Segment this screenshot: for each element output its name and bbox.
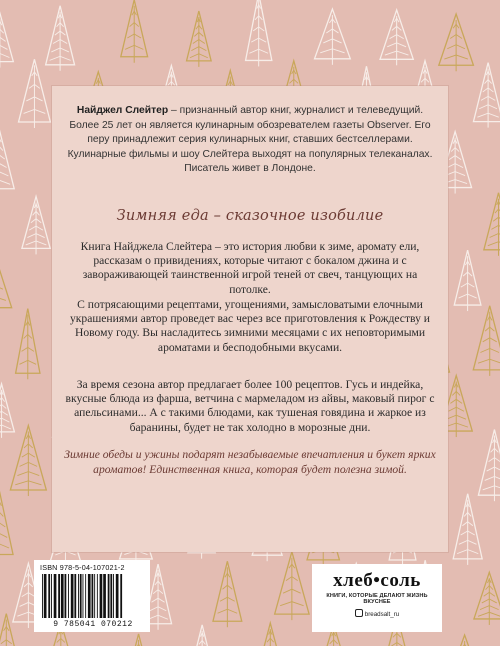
tree-icon (0, 13, 13, 68)
tree-icon (0, 130, 14, 195)
tree-icon (484, 193, 500, 256)
tree-icon (19, 59, 51, 128)
publisher-block (312, 564, 442, 632)
barcode-digits: 9 785041 070212 (53, 620, 133, 629)
description-paragraph-3: За время сезона автор предлагает более 100 рецептов. Гусь и индейка, вкусные блюда из фарша, ветчина с мармеладом из айвы, маковый пирог с апельсинами... А с такими блюдами, как тушеная говядина и жаркое из баранины, будет не так холодно в морозные дни. (65, 378, 435, 434)
logo-word-left: хлеб (333, 570, 374, 591)
tree-icon (453, 494, 482, 565)
tree-icon (246, 0, 272, 66)
description-paragraph-2: С потрясающими рецептами, угощениями, замысловатыми елочными украшениями автор проведет вас через все приготовления к Рождеству и Новому году. Вы насладитесь зимними месяцами с их неповторимыми ароматами и бесподобными вкусами. (69, 298, 430, 354)
tree-icon (448, 635, 481, 646)
publisher-social (312, 609, 442, 618)
tree-icon (126, 634, 152, 646)
tree-icon (0, 251, 12, 313)
tree-icon (10, 426, 46, 497)
tree-icon (473, 63, 500, 128)
instagram-icon (355, 609, 363, 617)
tree-icon (474, 572, 500, 625)
isbn-barcode (34, 560, 150, 632)
tree-icon (473, 306, 500, 376)
tree-icon (314, 9, 350, 65)
logo-dot: • (373, 570, 381, 591)
description-paragraph-1: Книга Найджела Слейтера – это история любви к зиме, аромату ели, рассказам о привидениях, которые читают с бокалом джина и с завораживающей таинственной игрой теней от свеч, танцующих на потолке. (80, 240, 420, 296)
author-bio-text: – признанный автор книг, журналист и телеведущий. Более 25 лет он является кулинарным обозревателем газеты Observer. Его перу принадлежит серия кулинарных книг, ставших бестселлерами. Кулинарные фильмы и шоу Слейтера выходят на популярных телеканалах. Писатель живет в Лондоне. (67, 105, 433, 175)
publisher-handle: breadsalt_ru (364, 611, 400, 618)
tree-icon (22, 196, 50, 254)
book-tagline: Зимняя еда – сказочное изобилие (116, 208, 384, 224)
barcode-bars (40, 574, 144, 618)
tree-icon (0, 384, 14, 438)
publisher-slogan: КНИГИ, КОТОРЫЕ ДЕЛАЮТ ЖИЗНЬ ВКУСНЕЕ (326, 593, 428, 605)
logo-word-right: соль (380, 570, 421, 591)
tree-icon (213, 561, 242, 627)
tree-icon (256, 623, 284, 646)
tree-icon (121, 0, 148, 63)
closing-statement: Зимние обеды и ужины подарят незабываемые впечатления и букет ярких ароматов! Единственная книга, которая будет полезна зимой. (64, 448, 436, 476)
tree-icon (0, 614, 22, 646)
tree-icon (187, 11, 212, 67)
tree-icon (380, 10, 413, 65)
isbn-label: ISBN 978-5-04-107021-2 (40, 563, 125, 572)
publisher-logo (312, 570, 442, 592)
tree-icon (16, 309, 40, 380)
tree-icon (478, 430, 500, 502)
tree-icon (189, 625, 216, 646)
tree-icon (275, 552, 309, 620)
author-name: Найджел Слейтер (76, 105, 169, 116)
tree-icon (454, 250, 481, 311)
tree-icon (439, 14, 474, 71)
tree-icon (46, 6, 75, 71)
author-bio (64, 104, 436, 177)
tree-icon (0, 491, 13, 560)
